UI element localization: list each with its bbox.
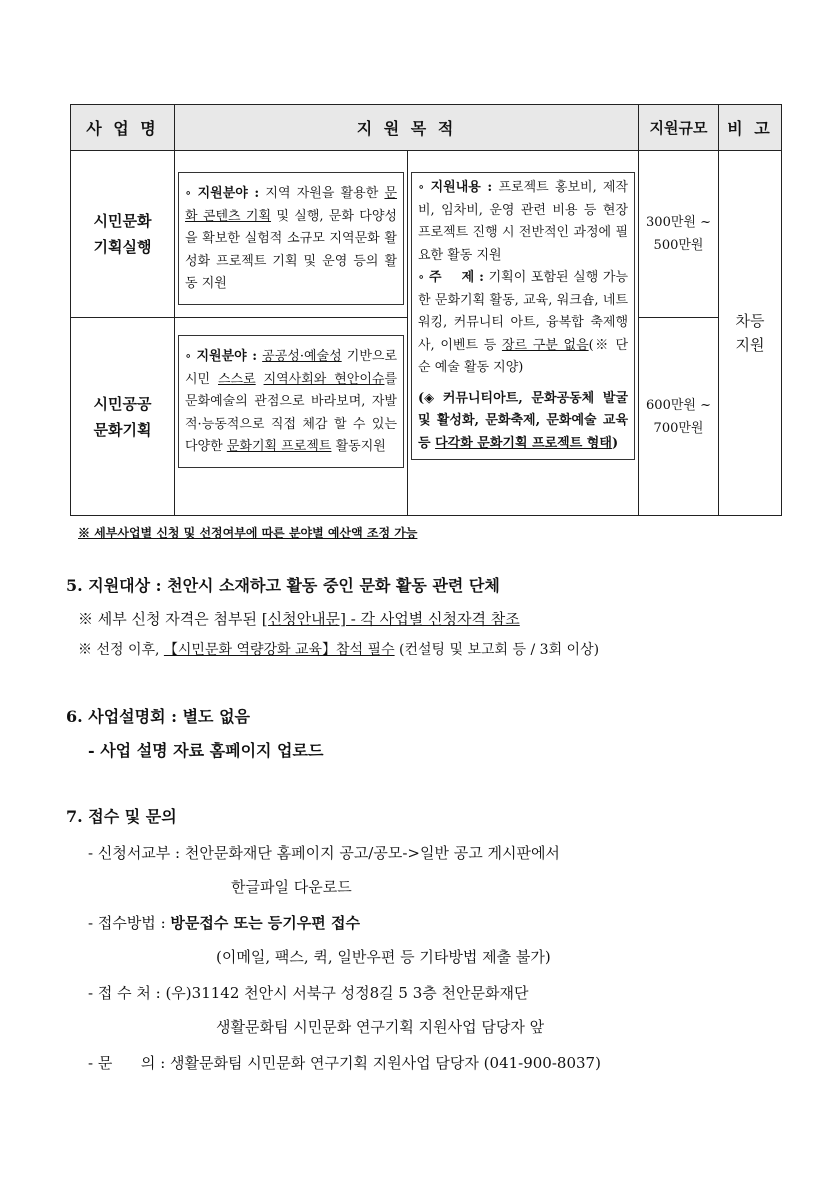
section6-item: - 사업 설명 자료 홈페이지 업로드	[88, 741, 324, 760]
section7-item-form: - 신청서교부 : 천안문화재단 홈페이지 공고/공모->일반 공고 게시판에서	[88, 844, 560, 862]
field-box: ∘ 지원분야 : 지역 자원을 활용한 문화 콘텐츠 기획 및 실행, 문화 다양성을 확보한 실험적 소규모 지역문화 활성화 프로젝트 기획 및 운영 등의 활동 지원	[178, 172, 404, 305]
section6-title: 6. 사업설명회 : 별도 없음	[66, 707, 250, 726]
support-scale: 600만원 ~ 700만원	[639, 318, 719, 516]
section7-item-method-cont: (이메일, 팩스, 퀵, 일반우편 등 기타방법 제출 불가)	[216, 948, 551, 966]
purpose-field	[175, 151, 408, 318]
section5-note1: ※ 세부 신청 자격은 첨부된 [신청안내문] - 각 사업별 신청자격 참조	[78, 610, 520, 628]
table-header-row	[71, 105, 782, 151]
header-note: 비 고	[719, 105, 782, 151]
section7-item-place: - 접 수 처 : (우)31142 천안시 서북구 성정8길 5 3층 천안문화재단	[88, 984, 529, 1002]
header-scale: 지원규모	[639, 105, 719, 151]
field-box: ∘ 지원분야 : 공공성·예술성 기반으로 시민 스스로 지역사회와 현안이슈를 문화예술의 관점으로 바라보며, 자발적·능동적으로 직접 체감 할 수 있는 다양한 문화기획 프로젝트 활동지원	[178, 335, 404, 468]
support-table	[70, 104, 782, 516]
header-name: 사 업 명	[71, 105, 175, 151]
section7-item-contact: - 문 의 : 생활문화팀 시민문화 연구기획 지원사업 담당자 (041-900-8037)	[88, 1054, 601, 1072]
bullet-icon: ∘	[185, 186, 192, 201]
budget-footnote: ※ 세부사업별 신청 및 선정여부에 따른 분야별 예산액 조정 가능	[78, 526, 418, 540]
program-name: 시민공공 문화기획	[71, 318, 175, 516]
section7-item-method: - 접수방법 : 방문접수 또는 등기우편 접수	[88, 914, 360, 932]
program-name: 시민문화 기획실행	[71, 151, 175, 318]
shared-box: ∘ 지원내용 : 프로젝트 홍보비, 제작비, 임차비, 운영 관련 비용 등 현장 프로젝트 진행 시 전반적인 과정에 필요한 활동 지원 ∘ 주 제 : 기획이 포함된 실행 가능한 문화기획 활동, 교육, 워크숍, 네트워킹, 커뮤니티 아트, 융복합 축제행사, 이벤트 등 장르 구분 없음(※ 단순 예술 활동 지양) (◈ 커뮤니티아트, 문화공동체 발굴 및 활성화, 문화축제, 문화예술 교육 등 다각화 문화기획 프로젝트 형태)	[411, 172, 635, 460]
header-purpose: 지 원 목 적	[175, 105, 639, 151]
bullet-icon: ∘	[185, 349, 192, 364]
purpose-shared	[408, 151, 639, 516]
purpose-field	[175, 318, 408, 516]
section5-note2: ※ 선정 이후, 【시민문화 역량강화 교육】참석 필수 (컨설팅 및 보고회 등 / 3회 이상)	[78, 642, 600, 658]
section5-title: 5. 지원대상 : 천안시 소재하고 활동 중인 문화 활동 관련 단체	[66, 576, 500, 595]
bullet-icon: ∘	[418, 180, 425, 195]
support-scale: 300만원 ~ 500만원	[639, 151, 719, 318]
section7-item-form-cont: 한글파일 다운로드	[231, 878, 352, 896]
note-cell: 차등 지원	[719, 151, 782, 516]
section7-item-place-cont: 생활문화팀 시민문화 연구기획 지원사업 담당자 앞	[216, 1018, 545, 1036]
bullet-icon: ∘	[418, 270, 425, 285]
section7-title: 7. 접수 및 문의	[66, 807, 177, 826]
table-row	[71, 151, 782, 318]
